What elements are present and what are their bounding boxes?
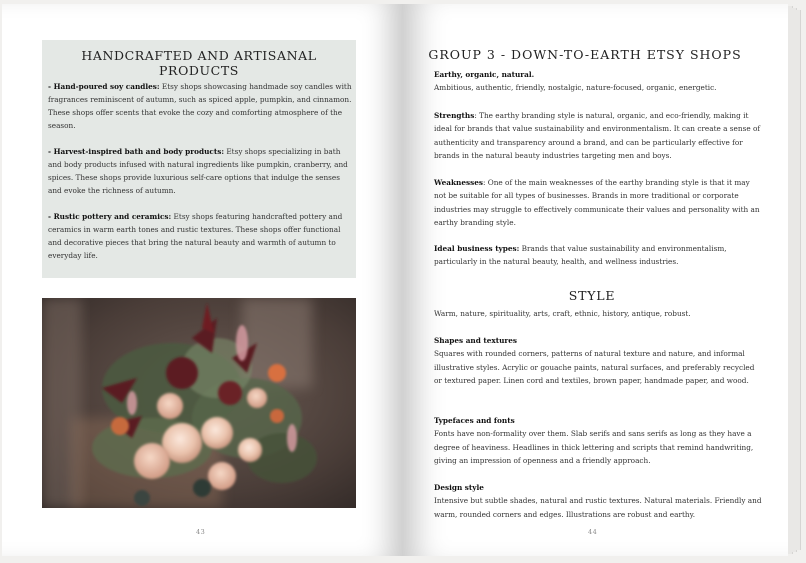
design-heading: Design style bbox=[434, 483, 484, 492]
ideal-text: Brands that value sustainability and environmentalism, particularly in the natural beauty, health, and wellness industries. bbox=[434, 244, 727, 267]
page-number: 43 bbox=[196, 528, 206, 536]
typefaces-section bbox=[434, 414, 762, 468]
style-heading: STYLE bbox=[568, 288, 616, 303]
list-item-label: - Rustic pottery and ceramics: bbox=[48, 212, 172, 221]
list-item bbox=[48, 80, 352, 132]
list-item bbox=[48, 210, 352, 262]
typefaces-heading: Typefaces and fonts bbox=[434, 416, 515, 425]
box-body bbox=[48, 80, 352, 275]
strengths-text: : The earthy branding style is natural, organic, and eco-friendly, making it ideal for brands that value sustainability and environmentalism. It can create a sense of authenticity and transparency around a brand, and can be particularly effective for brands in the natural beauty industries targeting men and boys. bbox=[434, 111, 761, 161]
ideal-label: Ideal business types: bbox=[434, 244, 520, 253]
list-item bbox=[48, 145, 352, 197]
strengths-label: Strengths bbox=[434, 111, 475, 120]
intro-text: Ambitious, authentic, friendly, nostalgic, nature-focused, organic, energetic. bbox=[434, 83, 717, 93]
bouquet-image bbox=[42, 298, 356, 508]
design-section bbox=[434, 481, 762, 521]
list-item-text: Etsy shops specializing in bath and body products infused with natural ingredients like pumpkin, cranberry, and spices. These shops provide luxurious self-care options that indulge the senses and evoke the richness of autumn. bbox=[48, 147, 348, 195]
intro-section bbox=[434, 68, 762, 95]
style-keywords: Warm, nature, spirituality, arts, craft, ethnic, history, antique, robust. bbox=[434, 309, 691, 318]
shapes-text: Squares with rounded corners, patterns of natural texture and nature, and informal illustrative styles. Acrylic or gouache paints, natural surfaces, and preferably recycled or textured paper. Linen cord and textiles, brown paper, handmade paper, and wood. bbox=[434, 349, 755, 386]
list-item-text: Etsy shops featuring handcrafted pottery and ceramics in warm earth tones and rustic textures. These shops offer functional and decorative pieces that bring the natural beauty and warmth of autumn to everyday life. bbox=[48, 212, 343, 260]
shapes-heading: Shapes and textures bbox=[434, 336, 518, 345]
weaknesses-section bbox=[434, 176, 762, 230]
typefaces-text: Fonts have non-formality over them. Slab serifs and sans serifs as long as they have a degree of heaviness. Headlines in thick lettering and scripts that remind handwriting, giving an impression of openness and a friendly approach. bbox=[434, 429, 754, 466]
intro-heading: Earthy, organic, natural. bbox=[434, 70, 535, 79]
list-item-label: - Hand-poured soy candles: bbox=[48, 82, 160, 91]
box-title: HANDCRAFTED AND ARTISANAL PRODUCTS bbox=[81, 48, 317, 78]
strengths-section bbox=[434, 109, 762, 163]
shapes-section bbox=[434, 334, 762, 388]
page-edge bbox=[796, 10, 801, 550]
weaknesses-text: : One of the main weaknesses of the earthy branding style is that it may not be suitable for all types of businesses. Brands in more traditional or corporate industries may struggle to effectively communicate their values and personality with an earthy branding style. bbox=[434, 178, 760, 228]
bouquet-photo bbox=[42, 298, 356, 508]
weaknesses-label: Weaknesses bbox=[434, 178, 483, 187]
artisanal-products-box bbox=[42, 40, 356, 278]
page-title: GROUP 3 - DOWN-TO-EARTH ETSY SHOPS bbox=[428, 47, 742, 62]
list-item-label: - Harvest-inspired bath and body products: bbox=[48, 147, 225, 156]
design-text: Intensive but subtle shades, natural and rustic textures. Natural materials. Friendly and warm, rounded corners and edges. Illustrations are robust and earthy. bbox=[434, 496, 762, 519]
list-item-text: Etsy shops showcasing handmade soy candles with fragrances reminiscent of autumn, such as spiced apple, pumpkin, and cinnamon. These shops offer scents that evoke the cozy and comforting atmosphere of the season. bbox=[48, 82, 352, 130]
ideal-business-section bbox=[434, 242, 762, 269]
page-number: 44 bbox=[588, 528, 598, 536]
